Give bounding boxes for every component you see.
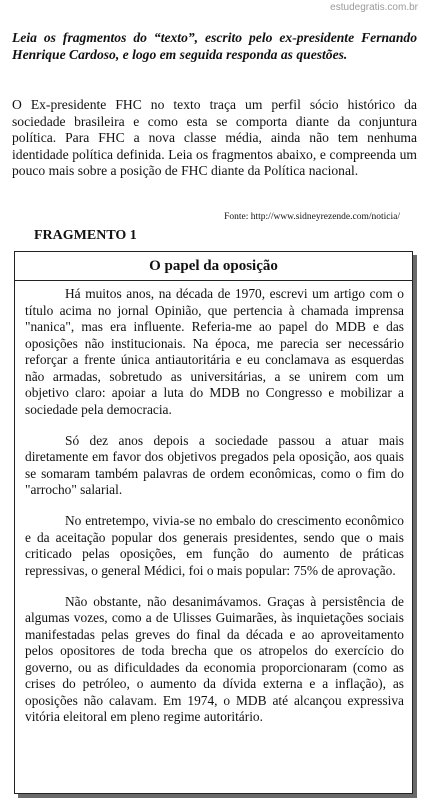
fragment-label: FRAGMENTO 1	[34, 228, 137, 243]
fragment-paragraph: Há muitos anos, na década de 1970, escrevi um artigo com o título acima no jornal Opinião, que pertencia à chamada imprensa "nanica", mas era influente. Referia-me ao papel do MDB e das oposições não institucionais. Na época, me parecia ser necessário reforçar a frente única antiautoritária e eu conclamava as esquerdas não armadas, sobretudo as universitárias, a se unirem com um objetivo claro: apoiar a luta do MDB no Congresso e mobilizar a sociedade pela democracia.	[25, 286, 404, 417]
source-citation: Fonte: http://www.sidneyrezende.com/noticia/	[224, 212, 400, 222]
site-watermark: estudegratis.com.br	[330, 2, 418, 13]
fragment-body	[25, 286, 404, 740]
title-divider	[15, 280, 412, 281]
question-instruction: Leia os fragmentos do “texto”, escrito pelo ex-presidente Fernando Henrique Cardoso, e logo em seguida responda as questões.	[12, 30, 417, 62]
intro-paragraph: O Ex-presidente FHC no texto traça um perfil sócio histórico da sociedade brasileira e como esta se comporta diante da conjuntura política. Para FHC a nova classe média, ainda não tem nenhuma identidade política definida. Leia os fragmentos abaixo, e compreenda um pouco mais sobre a posição de FHC diante da Política nacional.	[12, 97, 417, 178]
fragment-title: O papel da oposição	[149, 258, 278, 274]
fragment-box	[14, 251, 413, 794]
fragment-paragraph: Só dez anos depois a sociedade passou a atuar mais diretamente em favor dos objetivos pregados pela oposição, aos quais se somaram também palavras de ordem econômicas, como o fim do "arrocho" salarial.	[25, 432, 404, 497]
fragment-paragraph: Não obstante, não desanimávamos. Graças à persistência de algumas vozes, como a de Ulisses Guimarães, às inquietações sociais manifestadas pelas greves do final da década e ao aproveitamento pelos opositores de toda brecha que os atropelos do exercício do governo, ou as dificuldades da economia proporcionaram (como as crises do petróleo, o aumento da dívida externa e a inflação), as oposições não calavam. Em 1974, o MDB até alcançou expressiva vitória eleitoral em pleno regime autoritário.	[25, 593, 404, 724]
fragment-paragraph: No entretempo, vivia-se no embalo do crescimento econômico e da aceitação popular dos generais presidentes, sendo que o mais criticado pelas oposições, em função do aumento de práticas repressivas, o general Médici, foi o mais popular: 75% de aprovação.	[25, 513, 404, 578]
fragment-box-inner	[15, 252, 412, 793]
